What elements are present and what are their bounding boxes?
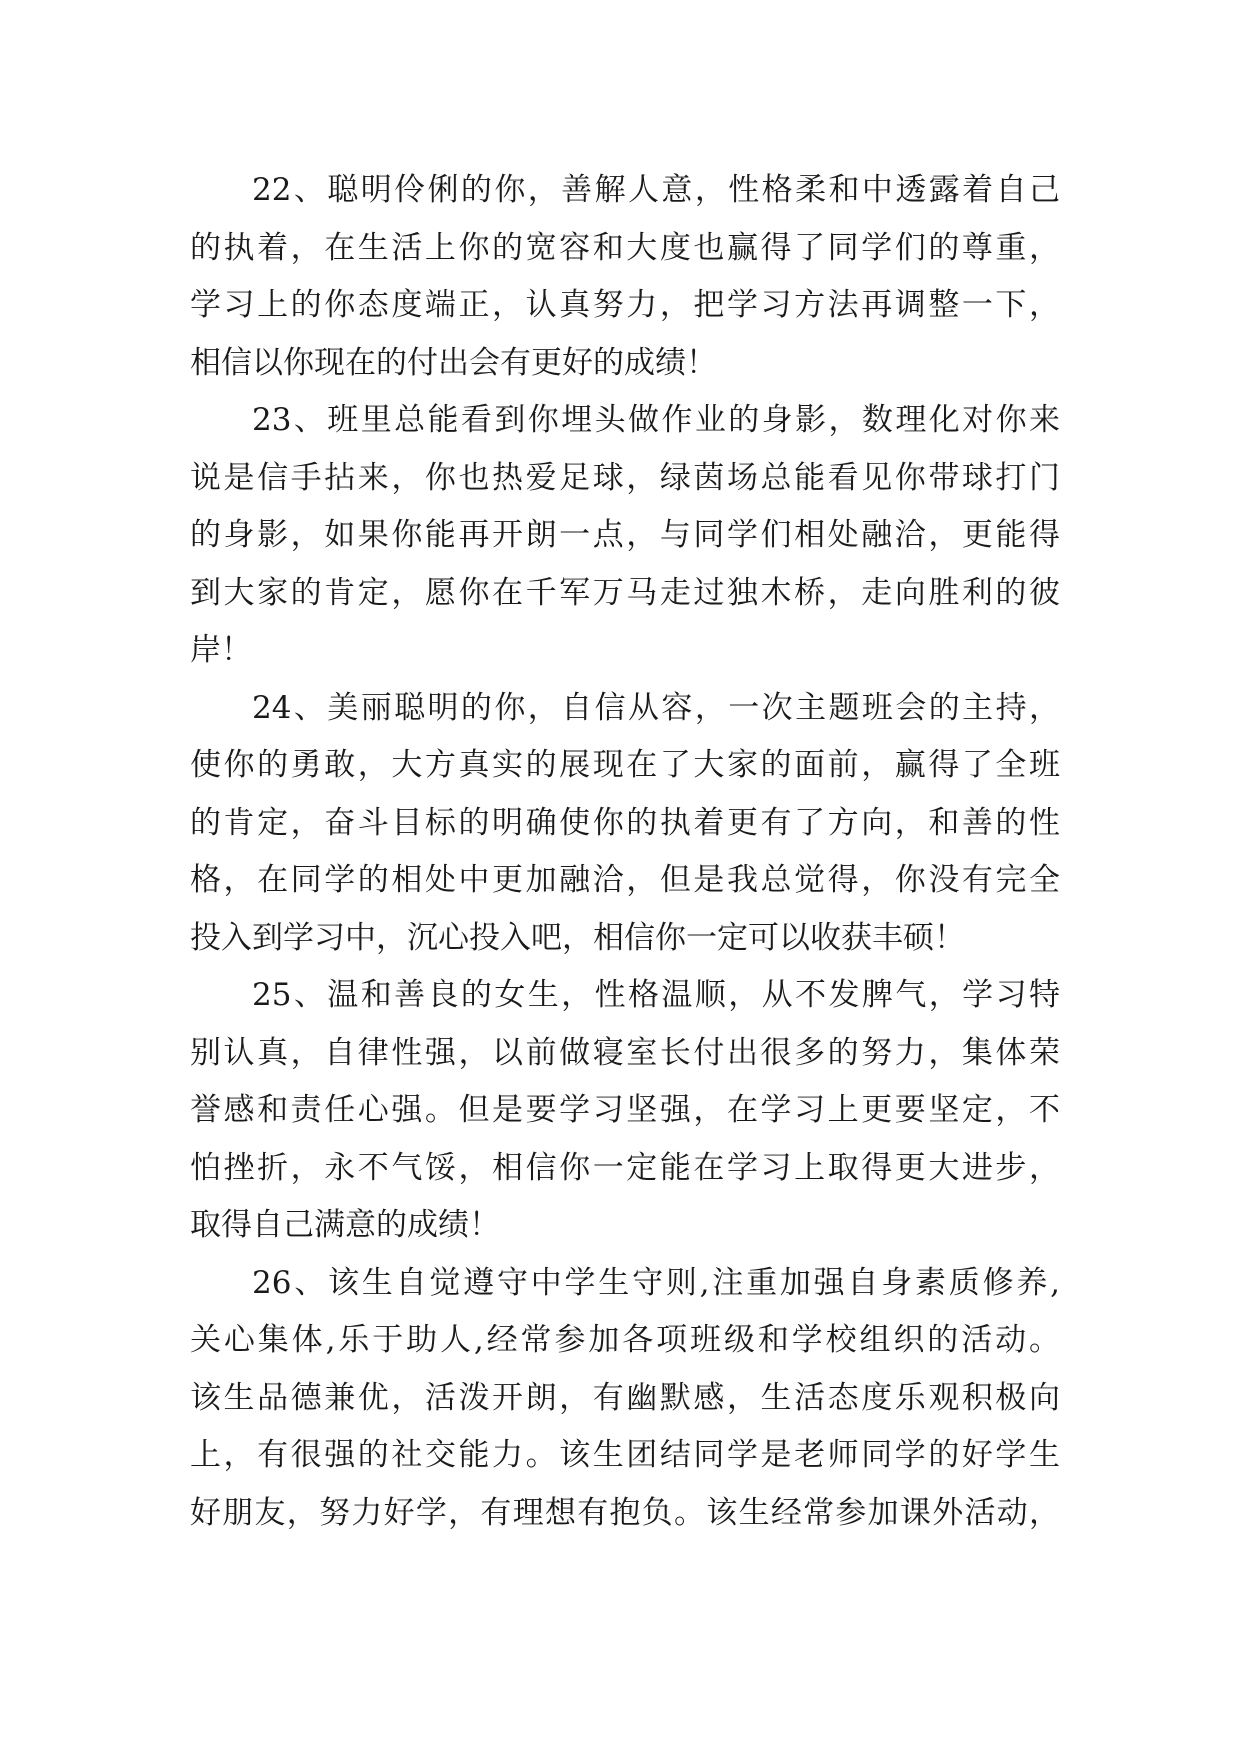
paragraph-line: 到大家的肯定，愿你在千军万马走过独木桥，走向胜利的彼	[190, 574, 1060, 611]
paragraph-22	[190, 162, 1060, 392]
paragraph-line: 关心集体,乐于助人,经常参加各项班级和学校组织的活动。	[190, 1322, 1060, 1358]
paragraph-line: 25、温和善良的女生，性格温顺，从不发脾气，学习特	[252, 977, 1060, 1013]
paragraph-line: 说是信手拈来，你也热爱足球，绿茵场总能看见你带球打门	[190, 459, 1060, 496]
paragraph-line: 岸！	[190, 632, 252, 668]
paragraph-line: 取得自己满意的成绩！	[190, 1207, 500, 1243]
paragraph-line: 22、聪明伶俐的你，善解人意，性格柔和中透露着自己	[252, 172, 1060, 208]
paragraph-line: 誉感和责任心强。但是要学习坚强，在学习上更要坚定，不	[190, 1092, 1060, 1128]
paragraph-line: 格，在同学的相处中更加融洽，但是我总觉得，你没有完全	[190, 862, 1060, 898]
paragraph-24	[190, 680, 1060, 968]
paragraph-line: 的身影，如果你能再开朗一点，与同学们相处融洽，更能得	[190, 517, 1060, 553]
document-body	[190, 162, 1060, 1542]
paragraph-line: 23、班里总能看到你埋头做作业的身影，数理化对你来	[252, 402, 1060, 438]
paragraph-line: 投入到学习中，沉心投入吧，相信你一定可以收获丰硕！	[190, 919, 965, 956]
paragraph-line: 的执着，在生活上你的宽容和大度也赢得了同学们的尊重，	[190, 229, 1060, 266]
paragraph-line: 该生品德兼优，活泼开朗，有幽默感，生活态度乐观积极向	[190, 1379, 1060, 1416]
paragraph-line: 24、美丽聪明的你，自信从容，一次主题班会的主持，	[252, 689, 1060, 726]
paragraph-line: 26、该生自觉遵守中学生守则,注重加强自身素质修养,	[252, 1264, 1060, 1301]
paragraph-line: 学习上的你态度端正，认真努力，把学习方法再调整一下，	[190, 287, 1060, 323]
paragraph-line: 的肯定，奋斗目标的明确使你的执着更有了方向，和善的性	[190, 804, 1060, 841]
paragraph-25	[190, 967, 1060, 1255]
paragraph-line: 相信以你现在的付出会有更好的成绩！	[190, 344, 717, 381]
paragraph-line: 好朋友，努力好学，有理想有抱负。该生经常参加课外活动，	[190, 1494, 1060, 1531]
paragraph-line: 使你的勇敢，大方真实的展现在了大家的面前，赢得了全班	[190, 747, 1060, 783]
paragraph-23	[190, 392, 1060, 680]
paragraph-line: 别认真，自律性强，以前做寝室长付出很多的努力，集体荣	[190, 1034, 1060, 1071]
paragraph-line: 怕挫折，永不气馁，相信你一定能在学习上取得更大进步，	[190, 1149, 1060, 1186]
paragraph-line: 上，有很强的社交能力。该生团结同学是老师同学的好学生	[190, 1437, 1060, 1473]
paragraph-26	[190, 1255, 1060, 1543]
